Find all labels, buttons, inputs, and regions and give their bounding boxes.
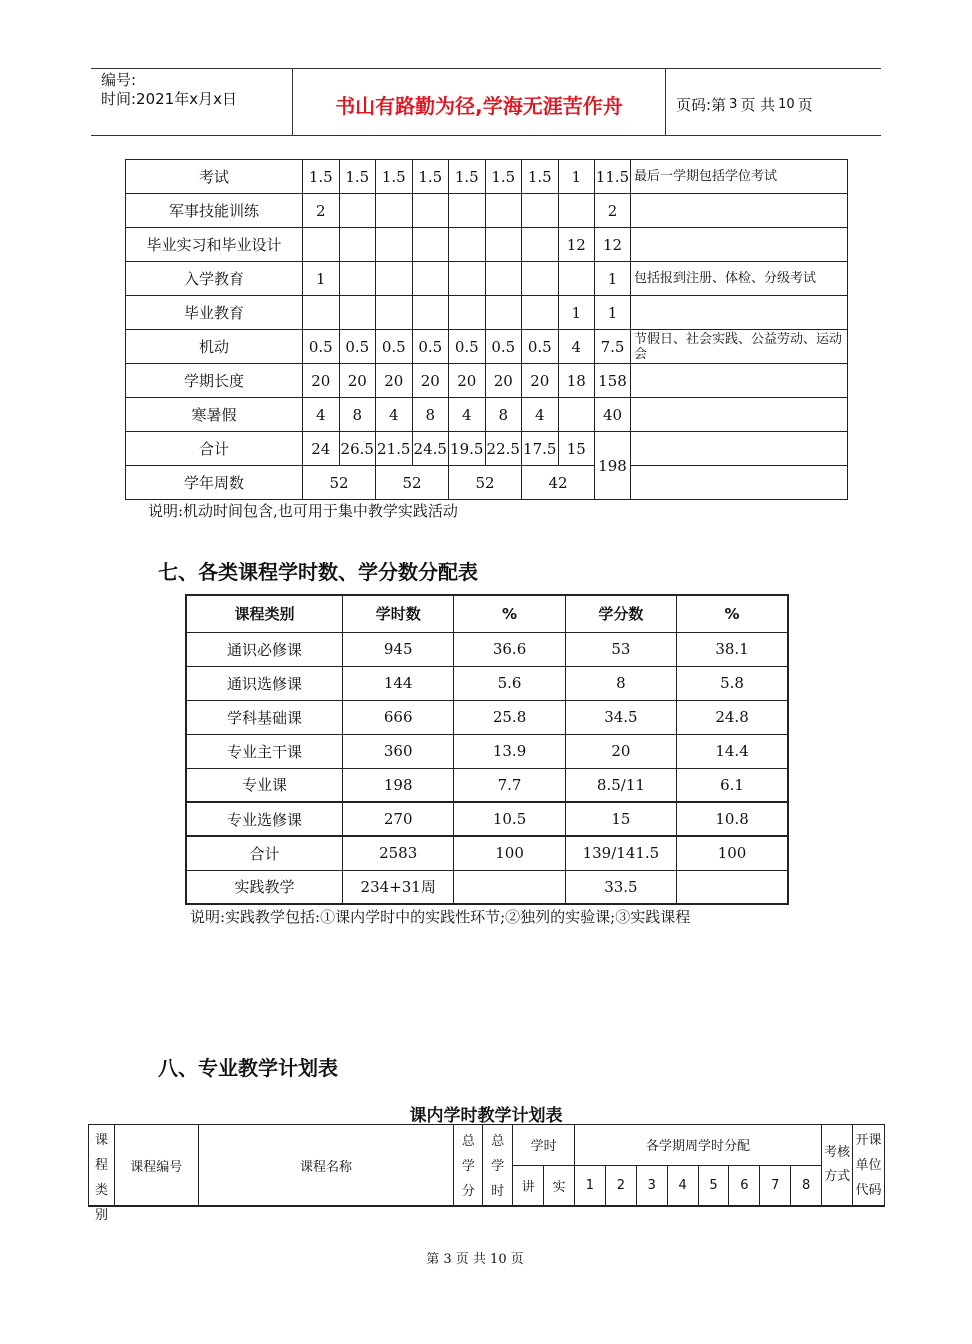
plan-table <box>88 1124 885 1223</box>
row-note: 节假日、社会实践、公益劳动、运动会 <box>631 330 848 364</box>
row-note: 最后一学期包括学位考试 <box>631 160 848 194</box>
weeks-row <box>126 262 848 296</box>
hours-cell: 360 <box>343 734 454 768</box>
header-page-number <box>666 69 881 135</box>
hours-cell: 666 <box>343 700 454 734</box>
week-cell: 4 <box>522 398 559 432</box>
header-semester: 8 <box>791 1165 822 1206</box>
header-semester: 5 <box>698 1165 729 1206</box>
week-cell <box>522 228 559 262</box>
page-prefix: 页码:第 <box>676 95 727 114</box>
section7-title: 七、各类课程学时数、学分数分配表 <box>158 560 478 584</box>
header-semester: 6 <box>729 1165 760 1206</box>
week-cell: 1.5 <box>449 160 486 194</box>
week-cell: 8 <box>412 398 449 432</box>
row-label: 考试 <box>126 160 303 194</box>
header-hours: 学时数 <box>343 595 454 632</box>
hours-cell: 945 <box>343 632 454 666</box>
week-cell <box>485 262 522 296</box>
week-cell <box>485 296 522 330</box>
practice-row <box>186 870 788 904</box>
week-cell <box>339 262 376 296</box>
week-cell: 1 <box>558 160 595 194</box>
row-label: 学年周数 <box>126 466 303 500</box>
week-cell: 8 <box>485 398 522 432</box>
row-note <box>631 432 848 466</box>
category-cell: 学科基础课 <box>186 700 343 734</box>
category-cell: 实践教学 <box>186 870 343 904</box>
week-cell: 20 <box>449 364 486 398</box>
week-cell <box>376 228 413 262</box>
week-cell <box>376 262 413 296</box>
credits-row <box>186 666 788 700</box>
week-cell <box>376 194 413 228</box>
header-semester: 1 <box>575 1165 606 1206</box>
credits-pct-cell: 5.8 <box>677 666 788 700</box>
credits-cell: 20 <box>565 734 676 768</box>
header-practice: 实 <box>544 1165 575 1206</box>
week-cell <box>522 262 559 296</box>
row-note <box>631 364 848 398</box>
row-label: 合计 <box>126 432 303 466</box>
week-cell: 1.5 <box>376 160 413 194</box>
weeks-row <box>126 194 848 228</box>
week-cell: 18 <box>558 364 595 398</box>
row-total: 12 <box>595 228 631 262</box>
week-cell: 0.5 <box>449 330 486 364</box>
category-cell: 通识必修课 <box>186 632 343 666</box>
week-cell <box>558 398 595 432</box>
row-label: 寒暑假 <box>126 398 303 432</box>
header-total-hours: 总 学 时 <box>483 1125 513 1207</box>
header-lecture: 讲 <box>513 1165 544 1206</box>
credits-pct-cell: 100 <box>677 836 788 870</box>
hours-pct-cell: 25.8 <box>454 700 565 734</box>
credits-cell: 34.5 <box>565 700 676 734</box>
row-label: 毕业实习和毕业设计 <box>126 228 303 262</box>
header-semester: 7 <box>760 1165 791 1206</box>
hours-pct-cell: 100 <box>454 836 565 870</box>
header-category: 课程类别 <box>186 595 343 632</box>
row-label: 毕业教育 <box>126 296 303 330</box>
row-note: 包括报到注册、体检、分级考试 <box>631 262 848 296</box>
week-cell: 21.5 <box>376 432 413 466</box>
week-cell: 20 <box>376 364 413 398</box>
week-cell <box>412 194 449 228</box>
week-cell: 8 <box>339 398 376 432</box>
row-note <box>631 466 848 500</box>
category-cell: 合计 <box>186 836 343 870</box>
header-hours-pct: % <box>454 595 565 632</box>
week-cell <box>339 228 376 262</box>
week-cell: 12 <box>558 228 595 262</box>
week-cell <box>449 194 486 228</box>
page-header <box>91 68 881 136</box>
year-weeks-value: 42 <box>522 466 595 500</box>
week-cell: 1.5 <box>522 160 559 194</box>
credits-note: 说明:实践教学包括:①课内学时中的实践性环节;②独列的实验课;③实践课程 <box>190 908 691 926</box>
section8-title: 八、专业教学计划表 <box>158 1056 338 1080</box>
hours-pct-cell: 36.6 <box>454 632 565 666</box>
week-cell: 17.5 <box>522 432 559 466</box>
credits-cell: 139/141.5 <box>565 836 676 870</box>
week-cell: 20 <box>303 364 340 398</box>
week-cell <box>412 262 449 296</box>
header-hours-split: 学时 <box>513 1125 575 1166</box>
credits-cell: 53 <box>565 632 676 666</box>
row-note <box>631 398 848 432</box>
header-dept-code: 开课 单位 代码 <box>853 1125 885 1207</box>
row-note <box>631 194 848 228</box>
weeks-row <box>126 330 848 364</box>
credits-pct-cell: 6.1 <box>677 768 788 802</box>
weeks-row <box>126 432 848 466</box>
page-num: 3 <box>729 96 738 112</box>
week-cell: 15 <box>558 432 595 466</box>
header-meta <box>91 69 293 135</box>
plan-table-title: 课内学时教学计划表 <box>409 1106 563 1126</box>
header-credits: 学分数 <box>565 595 676 632</box>
hours-cell: 198 <box>343 768 454 802</box>
year-weeks-value: 52 <box>449 466 522 500</box>
row-label: 机动 <box>126 330 303 364</box>
credits-pct-cell <box>677 870 788 904</box>
credits-cell: 33.5 <box>565 870 676 904</box>
week-cell <box>303 228 340 262</box>
header-course-code: 课程编号 <box>114 1125 198 1207</box>
row-total: 158 <box>595 364 631 398</box>
weeks-note: 说明:机动时间包含,也可用于集中教学实践活动 <box>148 502 458 520</box>
week-cell: 0.5 <box>522 330 559 364</box>
category-cell: 专业选修课 <box>186 802 343 836</box>
page-suffix: 页 <box>797 95 813 114</box>
row-total: 40 <box>595 398 631 432</box>
id-label: 编号: <box>101 71 137 89</box>
category-cell: 专业课 <box>186 768 343 802</box>
weeks-row <box>126 364 848 398</box>
credits-cell: 8 <box>565 666 676 700</box>
row-label: 学期长度 <box>126 364 303 398</box>
row-total: 7.5 <box>595 330 631 364</box>
row-total: 11.5 <box>595 160 631 194</box>
year-weeks-value: 52 <box>376 466 449 500</box>
credits-pct-cell: 38.1 <box>677 632 788 666</box>
week-cell: 4 <box>376 398 413 432</box>
header-course-name: 课程名称 <box>198 1125 454 1207</box>
row-note <box>631 296 848 330</box>
row-total: 2 <box>595 194 631 228</box>
week-cell: 26.5 <box>339 432 376 466</box>
hours-pct-cell: 5.6 <box>454 666 565 700</box>
credits-row <box>186 802 788 836</box>
header-motto: 书山有路勤为径,学海无涯苦作舟 <box>293 69 666 135</box>
week-cell: 1 <box>558 296 595 330</box>
week-cell <box>339 194 376 228</box>
week-cell: 0.5 <box>339 330 376 364</box>
week-cell: 20 <box>522 364 559 398</box>
weeks-row <box>126 296 848 330</box>
week-cell <box>558 194 595 228</box>
weeks-table <box>125 159 848 500</box>
row-label: 军事技能训练 <box>126 194 303 228</box>
week-cell: 0.5 <box>485 330 522 364</box>
weeks-row <box>126 228 848 262</box>
hours-cell: 144 <box>343 666 454 700</box>
weeks-row <box>126 398 848 432</box>
credits-table <box>185 594 789 905</box>
row-label: 入学教育 <box>126 262 303 296</box>
week-cell <box>376 296 413 330</box>
week-cell: 19.5 <box>449 432 486 466</box>
credits-pct-cell: 10.8 <box>677 802 788 836</box>
week-cell: 20 <box>339 364 376 398</box>
time-label: 时间:2021年x月x日 <box>101 90 237 108</box>
page-total: 10 <box>778 96 795 112</box>
credits-row <box>186 836 788 870</box>
week-cell <box>449 262 486 296</box>
week-cell: 0.5 <box>376 330 413 364</box>
week-cell: 1 <box>303 262 340 296</box>
grand-total: 198 <box>595 432 631 500</box>
week-cell: 20 <box>485 364 522 398</box>
weeks-row <box>126 160 848 194</box>
row-note <box>631 228 848 262</box>
week-cell: 24.5 <box>412 432 449 466</box>
week-cell <box>339 296 376 330</box>
week-cell: 1.5 <box>339 160 376 194</box>
week-cell: 4 <box>303 398 340 432</box>
category-cell: 通识选修课 <box>186 666 343 700</box>
header-total-credits: 总 学 分 <box>454 1125 483 1207</box>
header-exam-method: 考核 方式 <box>822 1125 853 1207</box>
header-semester: 4 <box>667 1165 698 1206</box>
credits-header-row <box>186 595 788 632</box>
week-cell: 4 <box>558 330 595 364</box>
hours-pct-cell: 7.7 <box>454 768 565 802</box>
header-semester: 3 <box>636 1165 667 1206</box>
week-cell: 0.5 <box>303 330 340 364</box>
header-credits-pct: % <box>677 595 788 632</box>
week-cell <box>522 194 559 228</box>
credits-row <box>186 700 788 734</box>
credits-cell: 15 <box>565 802 676 836</box>
credits-cell: 8.5/11 <box>565 768 676 802</box>
hours-pct-cell: 13.9 <box>454 734 565 768</box>
credits-row <box>186 632 788 666</box>
credits-row <box>186 768 788 802</box>
header-semester: 2 <box>605 1165 636 1206</box>
week-cell: 22.5 <box>485 432 522 466</box>
week-cell <box>558 262 595 296</box>
header-course-category: 课 程 类 别 <box>89 1125 115 1207</box>
page-footer: 第 3 页 共 10 页 <box>426 1252 524 1267</box>
week-cell: 0.5 <box>412 330 449 364</box>
credits-row <box>186 734 788 768</box>
header-semester-dist: 各学期周学时分配 <box>575 1125 822 1166</box>
hours-cell: 270 <box>343 802 454 836</box>
week-cell: 20 <box>412 364 449 398</box>
week-cell <box>412 296 449 330</box>
hours-pct-cell <box>454 870 565 904</box>
week-cell <box>522 296 559 330</box>
week-cell <box>412 228 449 262</box>
row-total: 1 <box>595 296 631 330</box>
week-cell <box>303 296 340 330</box>
week-cell: 1.5 <box>303 160 340 194</box>
week-cell <box>449 296 486 330</box>
credits-pct-cell: 24.8 <box>677 700 788 734</box>
row-total: 1 <box>595 262 631 296</box>
category-cell: 专业主干课 <box>186 734 343 768</box>
week-cell <box>485 228 522 262</box>
week-cell: 1.5 <box>485 160 522 194</box>
week-cell: 2 <box>303 194 340 228</box>
week-cell: 1.5 <box>412 160 449 194</box>
week-cell <box>449 228 486 262</box>
hours-cell: 234+31周 <box>343 870 454 904</box>
hours-pct-cell: 10.5 <box>454 802 565 836</box>
year-weeks-value: 52 <box>303 466 376 500</box>
week-cell: 4 <box>449 398 486 432</box>
credits-pct-cell: 14.4 <box>677 734 788 768</box>
hours-cell: 2583 <box>343 836 454 870</box>
week-cell <box>485 194 522 228</box>
week-cell: 24 <box>303 432 340 466</box>
page-mid: 页 共 <box>740 95 776 114</box>
year-weeks-row <box>126 466 848 500</box>
